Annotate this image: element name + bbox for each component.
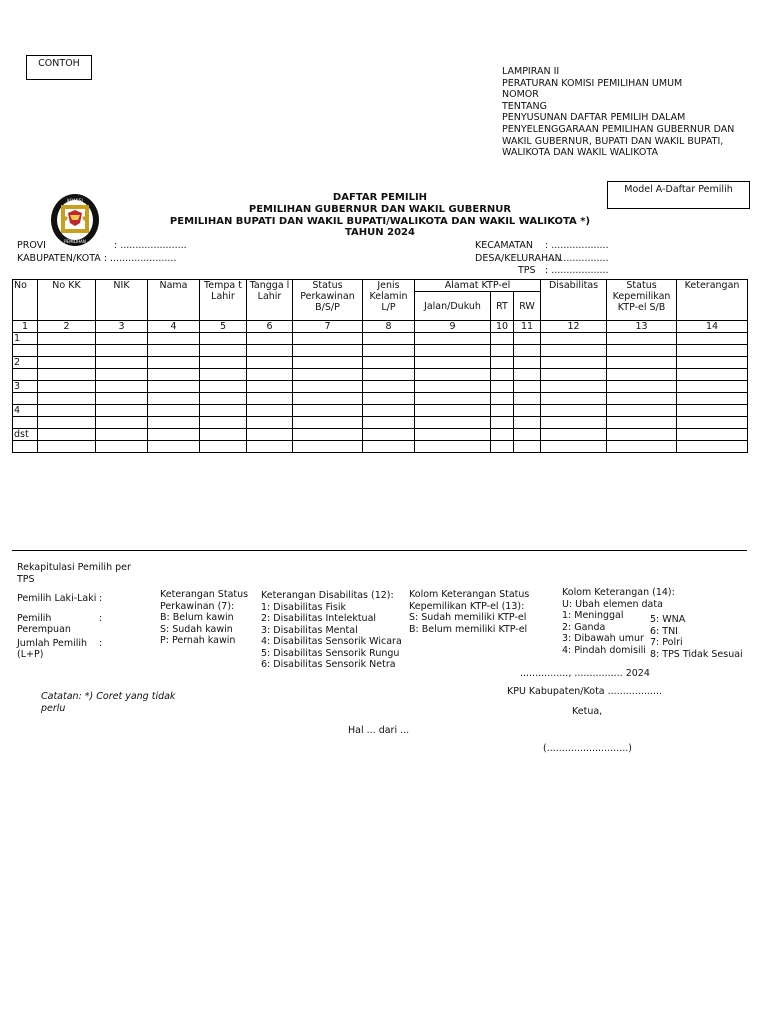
table-cell[interactable] <box>677 441 748 453</box>
rekap-colon: : <box>99 637 103 649</box>
table-cell[interactable] <box>293 429 363 441</box>
table-cell[interactable] <box>677 381 748 393</box>
kecamatan-value[interactable]: : ................... <box>545 240 609 251</box>
table-cell[interactable] <box>514 405 541 417</box>
table-cell[interactable] <box>415 333 491 345</box>
table-cell[interactable] <box>247 429 293 441</box>
table-cell[interactable] <box>200 417 247 429</box>
table-cell[interactable] <box>514 393 541 405</box>
rekap-colon: : <box>99 612 103 624</box>
row-number-cell[interactable]: 4 <box>13 405 38 417</box>
table-cell[interactable] <box>293 345 363 357</box>
table-cell[interactable] <box>96 441 148 453</box>
table-cell[interactable] <box>96 405 148 417</box>
table-cell[interactable] <box>514 345 541 357</box>
divider <box>12 550 747 551</box>
table-cell[interactable] <box>363 393 415 405</box>
svg-text:KOMISI: KOMISI <box>67 199 83 204</box>
ket-line: 5: WNA <box>650 614 686 625</box>
table-cell[interactable] <box>491 441 514 453</box>
ket-line: S: Sudah kawin <box>160 623 233 635</box>
table-row <box>13 417 748 429</box>
table-cell[interactable] <box>677 405 748 417</box>
table-cell[interactable] <box>514 333 541 345</box>
ket-disabilitas <box>261 590 402 671</box>
table-cell[interactable] <box>491 333 514 345</box>
table-cell[interactable] <box>415 405 491 417</box>
column-number: 10 <box>491 321 514 333</box>
row-number-cell[interactable] <box>13 345 38 357</box>
signature-name: (...........................) <box>543 743 632 754</box>
lampiran-line: TENTANG <box>502 100 547 112</box>
rekap-title: Rekapitulasi Pemilih per TPS <box>17 562 131 585</box>
col-keterangan: Keterangan <box>677 280 748 321</box>
table-cell[interactable] <box>247 381 293 393</box>
signature-date: ................, ................ 2024 <box>520 668 650 679</box>
table-cell[interactable] <box>491 405 514 417</box>
page-indicator: Hal ... dari ... <box>348 725 410 736</box>
title-line: PEMILIHAN BUPATI DAN WAKIL BUPATI/WALIKOTA DAN WAKIL WALIKOTA *) <box>169 215 591 227</box>
table-cell[interactable] <box>607 393 677 405</box>
kabupaten-value[interactable]: : ...................... <box>103 252 177 264</box>
lampiran-line: PERATURAN KOMISI PEMILIHAN UMUM <box>502 77 683 89</box>
table-cell[interactable] <box>148 429 200 441</box>
table-cell[interactable] <box>247 369 293 381</box>
table-cell[interactable] <box>415 441 491 453</box>
table-cell[interactable] <box>607 357 677 369</box>
table-cell[interactable] <box>96 393 148 405</box>
ket-line: B: Belum memiliki KTP-el <box>409 623 528 635</box>
table-row <box>13 429 748 441</box>
row-number-cell[interactable]: 3 <box>13 381 38 393</box>
table-cell[interactable] <box>38 357 96 369</box>
col-alamat: Alamat KTP-el <box>415 280 541 292</box>
table-cell[interactable] <box>491 381 514 393</box>
table-cell[interactable] <box>96 429 148 441</box>
ket-line: 3: Dibawah umur <box>562 633 644 644</box>
rekap-block <box>17 562 137 661</box>
table-cell[interactable] <box>514 429 541 441</box>
table-cell[interactable] <box>607 405 677 417</box>
table-row <box>13 405 748 417</box>
table-cell[interactable] <box>677 393 748 405</box>
row-number-cell[interactable] <box>13 441 38 453</box>
header-left <box>17 240 187 265</box>
document-title <box>150 192 610 239</box>
table-cell[interactable] <box>148 357 200 369</box>
table-cell[interactable] <box>541 429 607 441</box>
table-cell[interactable] <box>38 405 96 417</box>
table-cell[interactable] <box>363 333 415 345</box>
provinsi-label: PROVI <box>17 240 46 251</box>
ket-line: 6: Disabilitas Sensorik Netra <box>261 659 396 670</box>
table-cell[interactable] <box>541 333 607 345</box>
kpu-logo-icon <box>50 193 100 247</box>
table-cell[interactable] <box>247 417 293 429</box>
lampiran-line: PENYELENGGARAAN PEMILIHAN GUBERNUR DAN <box>502 123 735 135</box>
table-cell[interactable] <box>541 357 607 369</box>
table-cell[interactable] <box>415 393 491 405</box>
table-cell[interactable] <box>607 429 677 441</box>
ket-line: P: Pernah kawin <box>160 635 236 646</box>
table-cell[interactable] <box>247 345 293 357</box>
tps-label: TPS <box>518 265 536 276</box>
title-line: DAFTAR PEMILIH <box>332 192 428 203</box>
rekap-laki-label: Pemilih Laki-Laki <box>17 593 97 604</box>
table-row <box>13 333 748 345</box>
table-cell[interactable] <box>607 417 677 429</box>
row-number-cell[interactable] <box>13 369 38 381</box>
table-cell[interactable] <box>607 345 677 357</box>
table-cell[interactable] <box>363 417 415 429</box>
lampiran-line: LAMPIRAN II <box>502 66 560 77</box>
daftar-pemilih-table <box>12 279 748 453</box>
lampiran-line: PENYUSUNAN DAFTAR PEMILIH DALAM <box>502 112 686 124</box>
row-number-cell[interactable] <box>13 393 38 405</box>
title-line: TAHUN 2024 <box>345 227 415 239</box>
ket-line: S: Sudah memiliki KTP-el <box>409 612 527 623</box>
table-cell[interactable] <box>363 345 415 357</box>
table-cell[interactable] <box>491 417 514 429</box>
ket-line: Keterangan Status <box>160 589 249 600</box>
ket-line: Keterangan Disabilitas (12): <box>261 590 394 601</box>
ket-line: 1: Disabilitas Fisik <box>261 601 346 613</box>
table-cell[interactable] <box>677 417 748 429</box>
table-cell[interactable] <box>38 393 96 405</box>
ket-line: Kolom Keterangan (14): <box>562 587 675 598</box>
table-cell[interactable] <box>541 345 607 357</box>
ket-line: 2: Ganda <box>562 621 606 633</box>
column-number: 11 <box>514 321 541 333</box>
col-status-perkawinan: Status Perkawinan B/S/P <box>293 280 363 321</box>
contoh-box: CONTOH <box>26 55 92 80</box>
ket-line: 4: Disabilitas Sensorik Wicara <box>261 636 402 647</box>
table-cell[interactable] <box>148 393 200 405</box>
table-cell[interactable] <box>607 441 677 453</box>
ket-perkawinan <box>160 589 248 647</box>
col-jalan: Jalan/Dukuh <box>415 292 491 321</box>
table-cell[interactable] <box>96 357 148 369</box>
column-number: 4 <box>148 321 200 333</box>
table-row <box>13 345 748 357</box>
table-cell[interactable] <box>415 429 491 441</box>
col-tempat-lahir: Tempa t Lahir <box>200 280 247 321</box>
col-rw: RW <box>514 292 541 321</box>
ket-line: B: Belum kawin <box>160 612 234 623</box>
kabupaten-label: KABUPATEN/KOTA <box>17 252 101 264</box>
table-cell[interactable] <box>96 381 148 393</box>
row-number-cell[interactable]: 2 <box>13 357 38 369</box>
col-tanggal-lahir: Tangga l Lahir <box>247 280 293 321</box>
table-cell[interactable] <box>514 381 541 393</box>
table-cell[interactable] <box>363 369 415 381</box>
table-cell[interactable] <box>247 441 293 453</box>
table-cell[interactable] <box>148 405 200 417</box>
kecamatan-label: KECAMATAN <box>475 240 533 251</box>
row-number-cell[interactable]: 1 <box>13 333 38 345</box>
title-line: PEMILIHAN GUBERNUR DAN WAKIL GUBERNUR <box>248 203 512 215</box>
table-cell[interactable] <box>293 441 363 453</box>
table-cell[interactable] <box>293 417 363 429</box>
provinsi-value[interactable]: : ...................... <box>114 240 187 251</box>
ket-line: 4: Pindah domisili <box>562 644 646 656</box>
table-cell[interactable] <box>607 333 677 345</box>
table-cell[interactable] <box>415 369 491 381</box>
column-number: 14 <box>677 321 748 333</box>
table-cell[interactable] <box>38 381 96 393</box>
table-cell[interactable] <box>541 393 607 405</box>
header-right <box>475 240 609 278</box>
ket-line: 7: Polri <box>650 637 683 648</box>
column-number: 8 <box>363 321 415 333</box>
rekap-colon: : <box>99 593 103 604</box>
catatan-note: Catatan: *) Coret yang tidak perlu <box>41 691 176 714</box>
table-cell[interactable] <box>200 405 247 417</box>
table-body <box>13 333 748 453</box>
table-cell[interactable] <box>677 429 748 441</box>
lampiran-line: WAKIL GUBERNUR, BUPATI DAN WAKIL BUPATI, <box>502 135 724 147</box>
table-cell[interactable] <box>96 417 148 429</box>
signature-kpu: KPU Kabupaten/Kota .................. <box>507 686 663 697</box>
table-cell[interactable] <box>96 345 148 357</box>
desa-value[interactable]: : ................... <box>545 252 609 264</box>
ket-line: 5: Disabilitas Sensorik Rungu <box>261 647 400 659</box>
table-cell[interactable] <box>293 381 363 393</box>
lampiran-line: WALIKOTA DAN WAKIL WALIKOTA <box>502 147 658 159</box>
table-cell[interactable] <box>677 345 748 357</box>
table-cell[interactable] <box>607 369 677 381</box>
table-cell[interactable] <box>148 381 200 393</box>
tps-value[interactable]: : ................... <box>545 265 609 276</box>
ket-ktp <box>409 589 529 635</box>
ket-kolom-14 <box>562 587 743 660</box>
table-row <box>13 357 748 369</box>
table-cell[interactable] <box>677 369 748 381</box>
ket-line: 6: TNI <box>650 625 678 637</box>
table-cell[interactable] <box>415 345 491 357</box>
table-row <box>13 381 748 393</box>
table-cell[interactable] <box>415 417 491 429</box>
table-cell[interactable] <box>491 393 514 405</box>
table-cell[interactable] <box>96 333 148 345</box>
ket-line: Kepemilikan KTP-el (13): <box>409 600 525 612</box>
row-number-cell[interactable] <box>13 417 38 429</box>
table-cell[interactable] <box>541 417 607 429</box>
ket-line: U: Ubah elemen data <box>562 598 663 610</box>
table-cell[interactable] <box>363 381 415 393</box>
column-number: 7 <box>293 321 363 333</box>
table-cell[interactable] <box>200 393 247 405</box>
table-cell[interactable] <box>677 357 748 369</box>
ket-line: Kolom Keterangan Status <box>409 589 530 600</box>
table-cell[interactable] <box>148 441 200 453</box>
rekap-perempuan-label: Pemilih Perempuan <box>17 612 71 635</box>
table-cell[interactable] <box>293 393 363 405</box>
lampiran-block <box>502 66 752 159</box>
column-number: 13 <box>607 321 677 333</box>
table-cell[interactable] <box>541 405 607 417</box>
table-cell[interactable] <box>514 369 541 381</box>
table-cell[interactable] <box>491 345 514 357</box>
table-cell[interactable] <box>363 441 415 453</box>
table-cell[interactable] <box>38 345 96 357</box>
table-cell[interactable] <box>514 441 541 453</box>
col-disabilitas: Disabilitas <box>541 280 607 321</box>
table-cell[interactable] <box>247 357 293 369</box>
table-cell[interactable] <box>491 429 514 441</box>
ket-line: Perkawinan (7): <box>160 600 235 612</box>
table-cell[interactable] <box>415 357 491 369</box>
table-row <box>13 393 748 405</box>
col-rt: RT <box>491 292 514 321</box>
table-cell[interactable] <box>491 357 514 369</box>
col-jenis-kelamin: Jenis Kelamin L/P <box>363 280 415 321</box>
table-cell[interactable] <box>541 441 607 453</box>
col-nik: NIK <box>96 280 148 321</box>
column-number: 3 <box>96 321 148 333</box>
model-label: Model A-Daftar Pemilih <box>607 181 750 209</box>
table-cell[interactable] <box>293 405 363 417</box>
svg-text:PEMILIHAN: PEMILIHAN <box>64 239 86 244</box>
ket-line: 3: Disabilitas Mental <box>261 624 358 636</box>
table-cell[interactable] <box>38 333 96 345</box>
table-cell[interactable] <box>38 369 96 381</box>
table-cell[interactable] <box>148 369 200 381</box>
table-cell[interactable] <box>200 345 247 357</box>
table-cell[interactable] <box>200 369 247 381</box>
table-row <box>13 441 748 453</box>
rekap-jumlah-label: Jumlah Pemilih (L+P) <box>17 637 88 660</box>
table-cell[interactable] <box>541 369 607 381</box>
table-cell[interactable] <box>96 369 148 381</box>
column-number: 2 <box>38 321 96 333</box>
table-cell[interactable] <box>363 357 415 369</box>
ket-line: 8: TPS Tidak Sesuai <box>650 648 743 660</box>
table-row <box>13 369 748 381</box>
table-cell[interactable] <box>200 381 247 393</box>
table-cell[interactable] <box>491 369 514 381</box>
column-number-row <box>13 321 748 333</box>
ket-line: 1: Meninggal <box>562 610 624 621</box>
table-cell[interactable] <box>200 333 247 345</box>
table-cell[interactable] <box>293 369 363 381</box>
desa-label: DESA/KELURAHAN <box>475 252 562 264</box>
signature-ketua: Ketua, <box>572 706 603 717</box>
table-cell[interactable] <box>363 405 415 417</box>
column-number: 6 <box>247 321 293 333</box>
table-cell[interactable] <box>247 405 293 417</box>
table-cell[interactable] <box>514 357 541 369</box>
table-cell[interactable] <box>293 357 363 369</box>
table-cell[interactable] <box>363 429 415 441</box>
table-cell[interactable] <box>38 417 96 429</box>
table-cell[interactable] <box>148 417 200 429</box>
column-number: 1 <box>13 321 38 333</box>
table-cell[interactable] <box>148 345 200 357</box>
table-cell[interactable] <box>38 429 96 441</box>
lampiran-line: NOMOR <box>502 89 539 101</box>
table-cell[interactable] <box>200 357 247 369</box>
table-cell[interactable] <box>514 417 541 429</box>
column-number: 5 <box>200 321 247 333</box>
table-cell[interactable] <box>677 333 748 345</box>
table-cell[interactable] <box>148 333 200 345</box>
table-cell[interactable] <box>607 381 677 393</box>
table-cell[interactable] <box>541 381 607 393</box>
col-no-kk: No KK <box>38 280 96 321</box>
table-cell[interactable] <box>415 381 491 393</box>
row-number-cell[interactable]: dst <box>13 429 38 441</box>
ket-line: 2: Disabilitas Intelektual <box>261 613 377 624</box>
column-number: 12 <box>541 321 607 333</box>
col-no: No <box>13 280 38 321</box>
table-cell[interactable] <box>247 333 293 345</box>
col-status-ktp: Status Kepemilikan KTP-el S/B <box>607 280 677 321</box>
table-cell[interactable] <box>293 333 363 345</box>
table-cell[interactable] <box>247 393 293 405</box>
table-cell[interactable] <box>200 441 247 453</box>
col-nama: Nama <box>148 280 200 321</box>
column-number: 9 <box>415 321 491 333</box>
table-cell[interactable] <box>200 429 247 441</box>
table-cell[interactable] <box>38 441 96 453</box>
